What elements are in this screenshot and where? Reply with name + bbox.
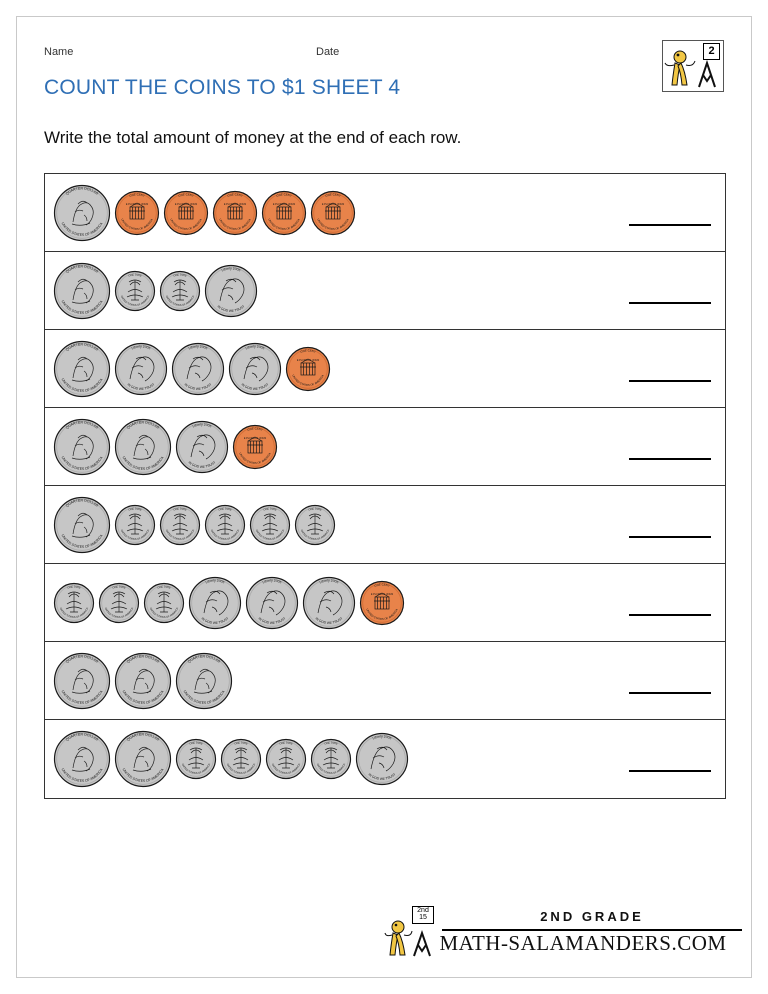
svg-text:UNITED STATES OF AMERICA: UNITED STATES OF AMERICA <box>270 763 302 776</box>
svg-text:ONE DIME: ONE DIME <box>128 507 142 512</box>
svg-text:ONE DIME: ONE DIME <box>67 585 81 590</box>
grade-badge: 2 <box>703 43 720 60</box>
svg-text:UNITED STATES OF AMERICA: UNITED STATES OF AMERICA <box>120 217 154 232</box>
dime-coin <box>159 504 201 546</box>
svg-text:E PLURIBUS UNUM: E PLURIBUS UNUM <box>174 203 198 206</box>
nickel-coin <box>188 576 242 630</box>
quarter-coin <box>114 730 172 788</box>
svg-text:QUARTER DOLLAR: QUARTER DOLLAR <box>65 732 99 742</box>
svg-text:IN GOD WE TRUST: IN GOD WE TRUST <box>216 304 246 314</box>
svg-text:Liberty 2006: Liberty 2006 <box>318 578 340 585</box>
svg-text:QUARTER DOLLAR: QUARTER DOLLAR <box>126 420 160 430</box>
svg-text:UNITED STATES OF AMERICA: UNITED STATES OF AMERICA <box>169 217 203 232</box>
svg-text:UNITED STATES OF AMERICA: UNITED STATES OF AMERICA <box>299 529 331 542</box>
svg-text:ONE CENT: ONE CENT <box>226 192 244 198</box>
quarter-coin <box>53 496 111 554</box>
table-row <box>45 330 725 408</box>
svg-text:IN GOD WE TRUST: IN GOD WE TRUST <box>126 382 156 392</box>
penny-coin <box>212 190 258 236</box>
svg-text:ONE DIME: ONE DIME <box>112 585 126 590</box>
coin-group <box>53 330 331 408</box>
svg-text:Liberty 2006: Liberty 2006 <box>261 578 283 585</box>
svg-text:QUARTER DOLLAR: QUARTER DOLLAR <box>65 420 99 430</box>
dime-coin <box>249 504 291 546</box>
penny-coin <box>285 346 331 392</box>
svg-text:UNITED STATES OF AMERICA: UNITED STATES OF AMERICA <box>60 533 104 550</box>
svg-text:Liberty 2006: Liberty 2006 <box>187 344 209 351</box>
penny-coin <box>310 190 356 236</box>
svg-text:UNITED STATES OF AMERICA: UNITED STATES OF AMERICA <box>60 689 104 706</box>
dime-coin <box>204 504 246 546</box>
svg-text:Liberty 2006: Liberty 2006 <box>130 344 152 351</box>
coin-group <box>53 252 258 330</box>
table-row <box>45 174 725 252</box>
dime-coin <box>114 504 156 546</box>
svg-text:IN GOD WE TRUST: IN GOD WE TRUST <box>183 382 213 392</box>
svg-text:ONE DIME: ONE DIME <box>189 741 203 746</box>
svg-text:UNITED STATES OF AMERICA: UNITED STATES OF AMERICA <box>60 767 104 784</box>
penny-coin <box>359 580 405 626</box>
table-row <box>45 564 725 642</box>
svg-text:UNITED STATES OF AMERICA: UNITED STATES OF AMERICA <box>58 607 90 620</box>
svg-text:ONE CENT: ONE CENT <box>373 582 391 588</box>
penny-coin <box>261 190 307 236</box>
quarter-coin <box>53 730 111 788</box>
instruction-text: Write the total amount of money at the end of each row. <box>44 128 462 147</box>
svg-text:UNITED STATES OF AMERICA: UNITED STATES OF AMERICA <box>164 295 196 308</box>
svg-text:UNITED STATES OF AMERICA: UNITED STATES OF AMERICA <box>164 529 196 542</box>
footer-grade-text: 2ND GRADE <box>540 909 644 924</box>
svg-text:UNITED STATES OF AMERICA: UNITED STATES OF AMERICA <box>60 299 104 316</box>
svg-text:ONE CENT: ONE CENT <box>246 426 264 432</box>
nickel-coin <box>228 342 282 396</box>
quarter-coin <box>175 652 233 710</box>
nickel-coin <box>204 264 258 318</box>
svg-text:ONE DIME: ONE DIME <box>308 507 322 512</box>
svg-text:Liberty 2006: Liberty 2006 <box>191 422 213 429</box>
quarter-coin <box>114 418 172 476</box>
svg-text:QUARTER DOLLAR: QUARTER DOLLAR <box>126 654 160 664</box>
svg-text:E PLURIBUS UNUM: E PLURIBUS UNUM <box>296 359 320 362</box>
svg-text:ONE DIME: ONE DIME <box>234 741 248 746</box>
table-row <box>45 408 725 486</box>
math-salamanders-logo <box>662 40 724 92</box>
footer-badge-text: 2nd 15 <box>417 907 429 921</box>
svg-text:E PLURIBUS UNUM: E PLURIBUS UNUM <box>321 203 345 206</box>
svg-text:UNITED STATES OF AMERICA: UNITED STATES OF AMERICA <box>119 295 151 308</box>
dime-coin <box>294 504 336 546</box>
svg-text:IN GOD WE TRUST: IN GOD WE TRUST <box>200 616 230 626</box>
svg-text:UNITED STATES OF AMERICA: UNITED STATES OF AMERICA <box>291 373 325 388</box>
svg-text:UNITED STATES OF AMERICA: UNITED STATES OF AMERICA <box>254 529 286 542</box>
svg-text:IN GOD WE TRUST: IN GOD WE TRUST <box>257 616 287 626</box>
table-row <box>45 252 725 330</box>
svg-text:UNITED STATES OF AMERICA: UNITED STATES OF AMERICA <box>218 217 252 232</box>
svg-text:QUARTER DOLLAR: QUARTER DOLLAR <box>187 654 221 664</box>
penny-coin <box>232 424 278 470</box>
coin-group <box>53 408 278 486</box>
svg-text:ONE DIME: ONE DIME <box>173 273 187 278</box>
coin-group <box>53 174 356 252</box>
penny-coin <box>163 190 209 236</box>
dime-coin <box>310 738 352 780</box>
svg-text:UNITED STATES OF AMERICA: UNITED STATES OF AMERICA <box>121 767 165 784</box>
svg-text:E PLURIBUS UNUM: E PLURIBUS UNUM <box>272 203 296 206</box>
name-label: Name <box>44 46 74 58</box>
dime-coin <box>114 270 156 312</box>
svg-text:UNITED STATES OF AMERICA: UNITED STATES OF AMERICA <box>119 529 151 542</box>
page-title: COUNT THE COINS TO $1 SHEET 4 <box>44 76 401 99</box>
quarter-coin <box>53 262 111 320</box>
dime-coin <box>220 738 262 780</box>
svg-text:QUARTER DOLLAR: QUARTER DOLLAR <box>65 654 99 664</box>
answer-blank[interactable] <box>629 380 711 382</box>
answer-blank[interactable] <box>629 614 711 616</box>
svg-text:E PLURIBUS UNUM: E PLURIBUS UNUM <box>243 437 267 440</box>
svg-text:ONE CENT: ONE CENT <box>299 348 317 354</box>
svg-text:UNITED STATES OF AMERICA: UNITED STATES OF AMERICA <box>60 455 104 472</box>
svg-text:Liberty 2006: Liberty 2006 <box>244 344 266 351</box>
svg-text:IN GOD WE TRUST: IN GOD WE TRUST <box>240 382 270 392</box>
svg-text:QUARTER DOLLAR: QUARTER DOLLAR <box>65 186 99 196</box>
coin-group <box>53 642 233 720</box>
answer-blank[interactable] <box>629 536 711 538</box>
coin-group <box>53 564 405 642</box>
student-meta-row <box>44 46 704 62</box>
dime-coin <box>53 582 95 624</box>
svg-text:UNITED STATES OF AMERICA: UNITED STATES OF AMERICA <box>238 451 272 466</box>
quarter-coin <box>53 340 111 398</box>
nickel-coin <box>245 576 299 630</box>
svg-text:E PLURIBUS UNUM: E PLURIBUS UNUM <box>223 203 247 206</box>
svg-text:ONE DIME: ONE DIME <box>263 507 277 512</box>
svg-text:ONE CENT: ONE CENT <box>177 192 195 198</box>
svg-text:ONE DIME: ONE DIME <box>128 273 142 278</box>
svg-text:UNITED STATES OF AMERICA: UNITED STATES OF AMERICA <box>60 221 104 238</box>
svg-text:ONE DIME: ONE DIME <box>324 741 338 746</box>
svg-text:UNITED STATES OF AMERICA: UNITED STATES OF AMERICA <box>315 763 347 776</box>
svg-text:UNITED STATES OF AMERICA: UNITED STATES OF AMERICA <box>365 607 399 622</box>
svg-text:Liberty 2006: Liberty 2006 <box>220 266 242 273</box>
table-row <box>45 642 725 720</box>
nickel-coin <box>114 342 168 396</box>
svg-text:UNITED STATES OF AMERICA: UNITED STATES OF AMERICA <box>121 455 165 472</box>
svg-text:ONE CENT: ONE CENT <box>324 192 342 198</box>
date-label: Date <box>316 46 340 58</box>
svg-text:ONE CENT: ONE CENT <box>275 192 293 198</box>
nickel-coin <box>355 732 409 786</box>
svg-text:UNITED STATES OF AMERICA: UNITED STATES OF AMERICA <box>209 529 241 542</box>
coin-group <box>53 720 409 798</box>
svg-text:UNITED STATES OF AMERICA: UNITED STATES OF AMERICA <box>267 217 301 232</box>
nickel-coin <box>171 342 225 396</box>
svg-text:UNITED STATES OF AMERICA: UNITED STATES OF AMERICA <box>225 763 257 776</box>
nickel-coin <box>175 420 229 474</box>
dime-coin <box>143 582 185 624</box>
footer <box>0 905 768 968</box>
svg-text:IN GOD WE TRUST: IN GOD WE TRUST <box>187 460 217 470</box>
svg-text:UNITED STATES OF AMERICA: UNITED STATES OF AMERICA <box>121 689 165 706</box>
dime-coin <box>265 738 307 780</box>
svg-text:Liberty 2006: Liberty 2006 <box>204 578 226 585</box>
svg-text:QUARTER DOLLAR: QUARTER DOLLAR <box>65 342 99 352</box>
svg-text:UNITED STATES OF AMERICA: UNITED STATES OF AMERICA <box>148 607 180 620</box>
svg-text:Liberty 2006: Liberty 2006 <box>371 734 393 741</box>
svg-text:E PLURIBUS UNUM: E PLURIBUS UNUM <box>125 203 149 206</box>
dime-coin <box>159 270 201 312</box>
quarter-coin <box>53 184 111 242</box>
answer-blank[interactable] <box>629 458 711 460</box>
svg-text:UNITED STATES OF AMERICA: UNITED STATES OF AMERICA <box>60 377 104 394</box>
table-row <box>45 720 725 798</box>
answer-blank[interactable] <box>629 770 711 772</box>
svg-text:QUARTER DOLLAR: QUARTER DOLLAR <box>126 732 160 742</box>
quarter-coin <box>53 418 111 476</box>
quarter-coin <box>53 652 111 710</box>
footer-site-text: MATH-SALAMANDERS.COM <box>439 931 727 955</box>
quarter-coin <box>114 652 172 710</box>
svg-text:UNITED STATES OF AMERICA: UNITED STATES OF AMERICA <box>182 689 226 706</box>
svg-text:UNITED STATES OF AMERICA: UNITED STATES OF AMERICA <box>316 217 350 232</box>
svg-text:IN GOD WE TRUST: IN GOD WE TRUST <box>314 616 344 626</box>
penny-coin <box>114 190 160 236</box>
svg-text:UNITED STATES OF AMERICA: UNITED STATES OF AMERICA <box>180 763 212 776</box>
dime-coin <box>175 738 217 780</box>
dime-coin <box>98 582 140 624</box>
svg-text:ONE DIME: ONE DIME <box>157 585 171 590</box>
footer-badge <box>412 906 434 924</box>
answer-blank[interactable] <box>629 224 711 226</box>
answer-blank[interactable] <box>629 692 711 694</box>
svg-text:ONE CENT: ONE CENT <box>128 192 146 198</box>
coins-table <box>44 173 726 799</box>
table-row <box>45 486 725 564</box>
svg-text:QUARTER DOLLAR: QUARTER DOLLAR <box>65 498 99 508</box>
svg-text:ONE DIME: ONE DIME <box>279 741 293 746</box>
nickel-coin <box>302 576 356 630</box>
svg-text:IN GOD WE TRUST: IN GOD WE TRUST <box>367 772 397 782</box>
svg-text:QUARTER DOLLAR: QUARTER DOLLAR <box>65 264 99 274</box>
answer-blank[interactable] <box>629 302 711 304</box>
svg-text:ONE DIME: ONE DIME <box>218 507 232 512</box>
coin-group <box>53 486 336 564</box>
svg-text:ONE DIME: ONE DIME <box>173 507 187 512</box>
svg-text:E PLURIBUS UNUM: E PLURIBUS UNUM <box>370 593 394 596</box>
svg-text:UNITED STATES OF AMERICA: UNITED STATES OF AMERICA <box>103 607 135 620</box>
